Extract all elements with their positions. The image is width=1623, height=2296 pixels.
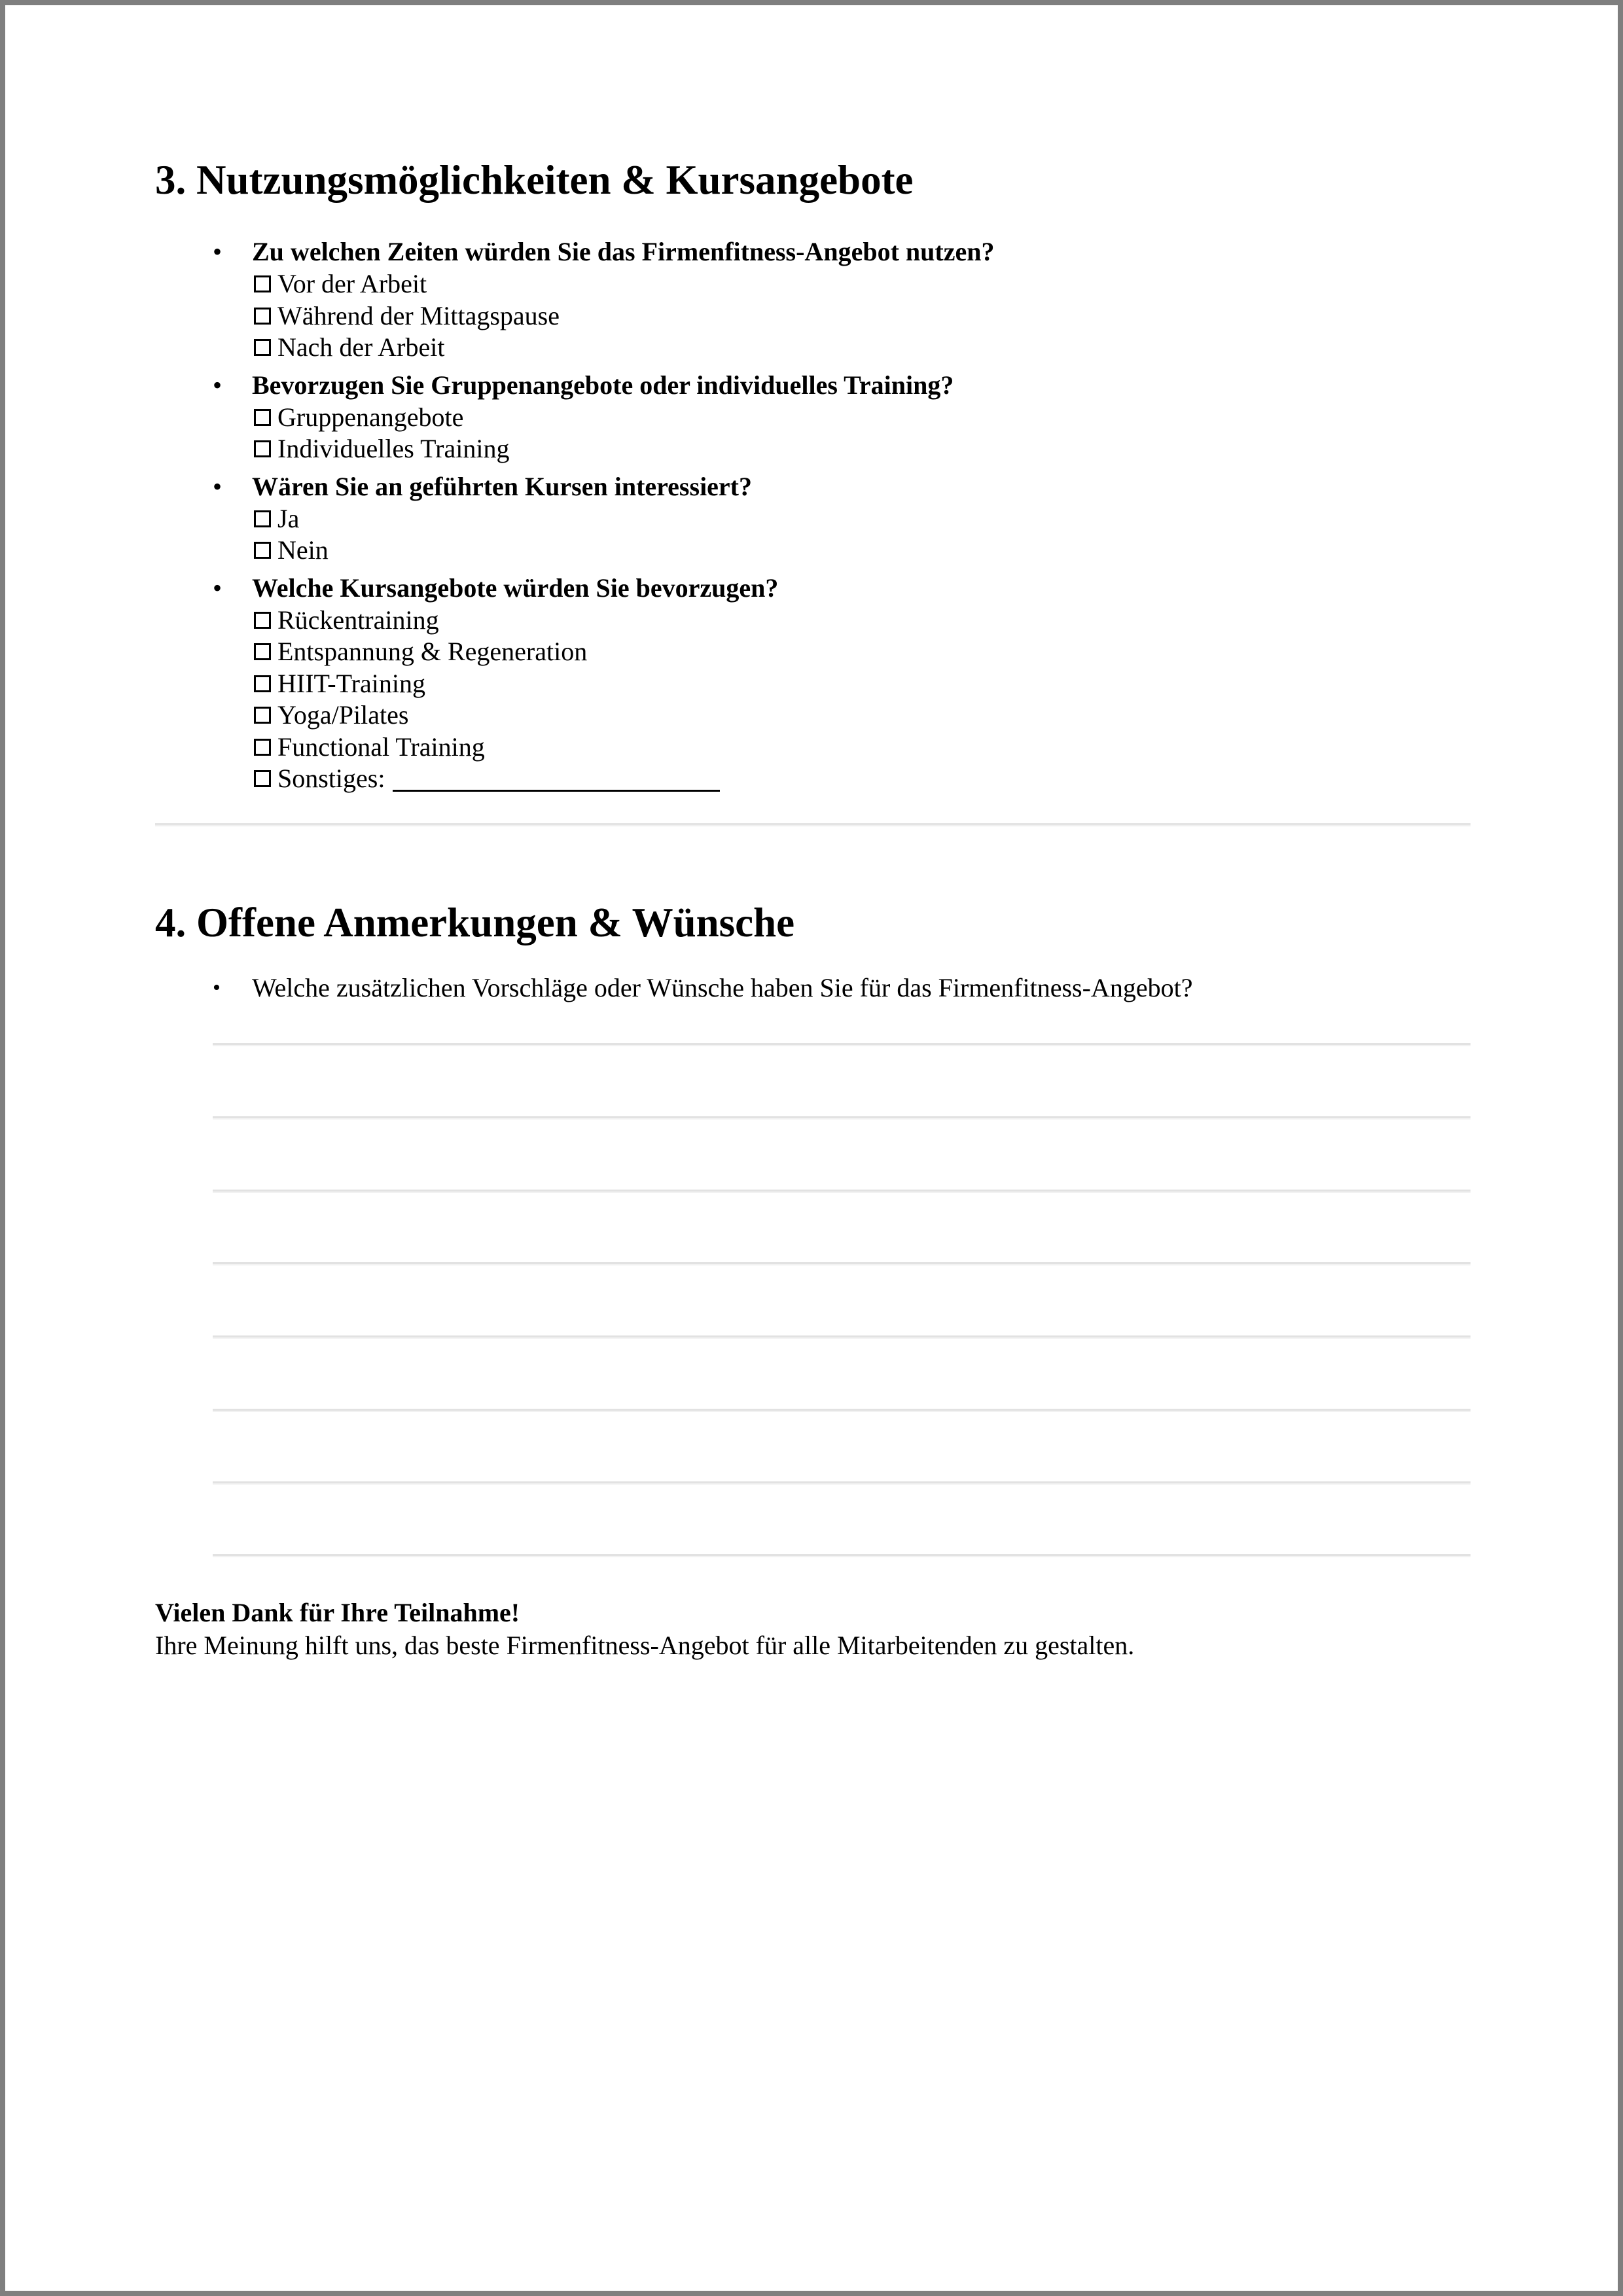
question-guided-courses (155, 470, 1471, 567)
question-list (155, 236, 1471, 795)
answer-line[interactable] (213, 1190, 1471, 1193)
section-3-title: 3. Nutzungsmöglichkeiten & Kursangebote (155, 157, 914, 203)
option-functional[interactable] (252, 732, 1471, 764)
thanks-message: Ihre Meinung hilft uns, das beste Firmenfitness-Angebot für alle Mitarbeitenden zu gestalten. (155, 1631, 1135, 1660)
section-4 (155, 893, 1471, 1004)
bullet-icon: • (213, 370, 223, 400)
checkbox-icon[interactable] (254, 643, 271, 660)
answer-line[interactable] (213, 1335, 1471, 1339)
option-back-training[interactable] (252, 605, 1471, 637)
option-label: Nein (277, 535, 329, 565)
checkbox-icon[interactable] (254, 510, 271, 527)
checkbox-icon[interactable] (254, 339, 271, 356)
option-yoga-pilates[interactable] (252, 699, 1471, 732)
option-group[interactable] (252, 402, 1471, 434)
option-before-work[interactable] (252, 268, 1471, 300)
option-label: Entspannung & Regeneration (277, 637, 588, 666)
option-after-work[interactable] (252, 332, 1471, 364)
question-label: Wären Sie an geführten Kursen interessiert? (252, 471, 753, 501)
question-group-vs-individual (155, 369, 1471, 465)
option-label: Individuelles Training (277, 434, 510, 463)
section-3 (155, 150, 1471, 800)
section-divider (155, 823, 1471, 826)
answer-line[interactable] (213, 1043, 1471, 1046)
answer-line[interactable] (213, 1116, 1471, 1120)
bullet-icon: • (213, 573, 223, 603)
option-other[interactable] (252, 763, 1471, 795)
answer-line[interactable] (213, 1554, 1471, 1557)
question-label: Bevorzugen Sie Gruppenangebote oder individuelles Training? (252, 370, 954, 400)
option-hiit[interactable] (252, 668, 1471, 700)
checkbox-icon[interactable] (254, 612, 271, 629)
option-label: Nach der Arbeit (277, 332, 445, 362)
open-question (155, 972, 1471, 1004)
checkbox-icon[interactable] (254, 308, 271, 325)
question-label: Zu welchen Zeiten würden Sie das Firmenfitness-Angebot nutzen? (252, 237, 995, 266)
checkbox-icon[interactable] (254, 440, 271, 457)
checkbox-icon[interactable] (254, 770, 271, 787)
open-question-label: Welche zusätzlichen Vorschläge oder Wünsche haben Sie für das Firmenfitness-Angebot? (252, 973, 1193, 1002)
checkbox-icon[interactable] (254, 275, 271, 292)
question-times (155, 236, 1471, 364)
option-relaxation[interactable] (252, 636, 1471, 668)
option-label: HIIT-Training (277, 668, 425, 698)
answer-line[interactable] (213, 1481, 1471, 1485)
checkbox-icon[interactable] (254, 739, 271, 756)
answer-line[interactable] (213, 1409, 1471, 1412)
option-label: Vor der Arbeit (277, 269, 427, 298)
checkbox-icon[interactable] (254, 409, 271, 426)
checkbox-icon[interactable] (254, 542, 271, 559)
option-label: Während der Mittagspause (277, 300, 560, 330)
section-4-title: 4. Offene Anmerkungen & Wünsche (155, 900, 795, 945)
option-lunch-break[interactable] (252, 300, 1471, 332)
option-label: Functional Training (277, 732, 485, 762)
other-text-field[interactable] (393, 766, 720, 792)
option-label: Gruppenangebote (277, 402, 464, 432)
option-label: Rückentraining (277, 605, 439, 635)
question-label: Welche Kursangebote würden Sie bevorzugen? (252, 573, 779, 603)
bullet-icon: • (213, 976, 221, 1000)
answer-line[interactable] (213, 1262, 1471, 1265)
question-course-types (155, 572, 1471, 795)
checkbox-icon[interactable] (254, 675, 271, 692)
option-label: Yoga/Pilates (277, 700, 409, 730)
bullet-icon: • (213, 471, 223, 501)
closing-note (155, 1597, 1471, 1662)
thanks-heading: Vielen Dank für Ihre Teilnahme! (155, 1598, 520, 1627)
bullet-icon: • (213, 237, 223, 266)
checkbox-icon[interactable] (254, 707, 271, 724)
option-yes[interactable] (252, 503, 1471, 535)
option-no[interactable] (252, 535, 1471, 567)
option-label: Ja (277, 503, 300, 533)
option-label: Sonstiges: (277, 764, 385, 793)
option-individual[interactable] (252, 433, 1471, 465)
